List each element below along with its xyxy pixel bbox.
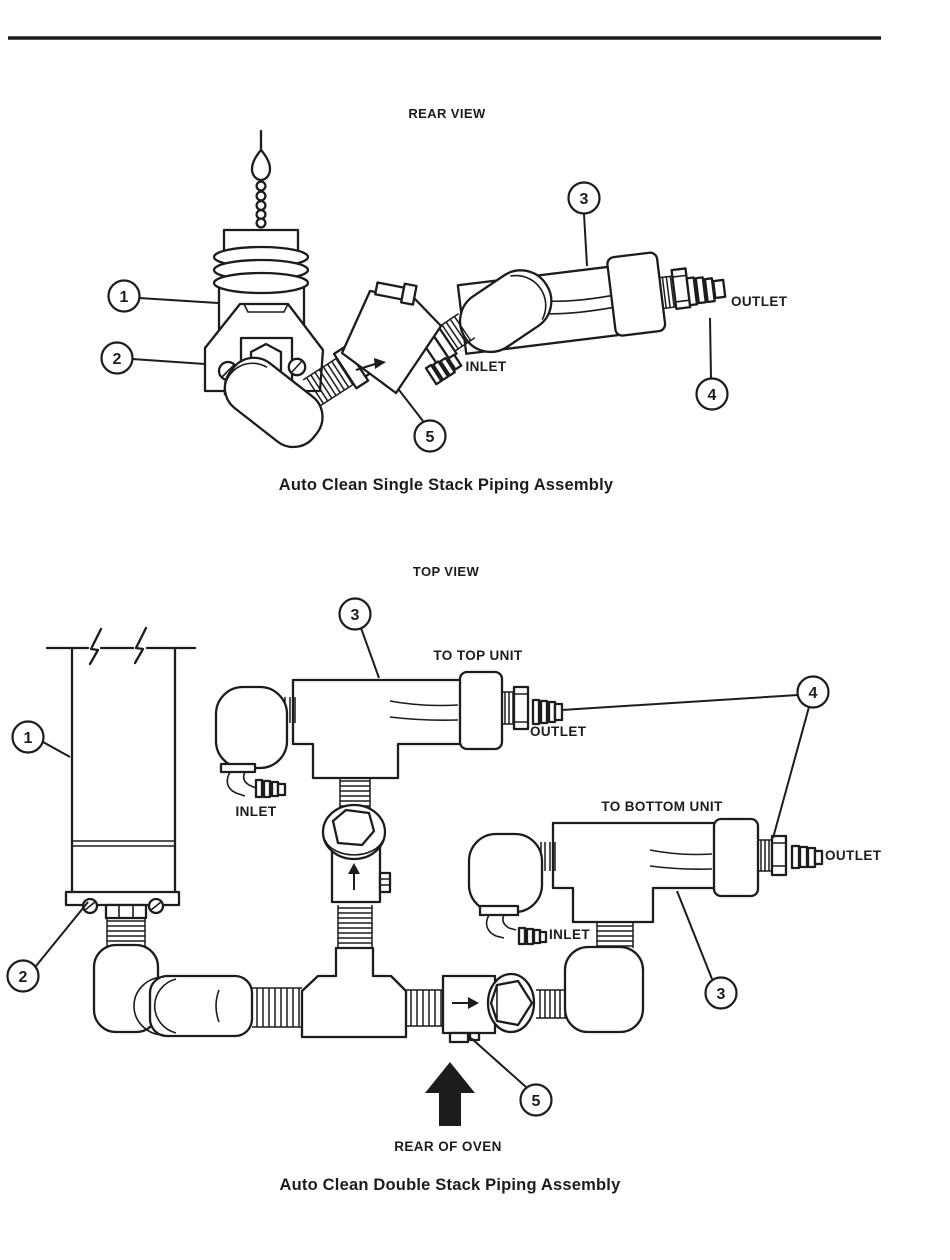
callout-5 xyxy=(399,390,446,452)
valve-end-cap xyxy=(460,672,502,749)
callout-1 xyxy=(13,722,71,758)
svg-text:3: 3 xyxy=(350,607,360,624)
break-mark xyxy=(90,629,101,664)
outlet-barb-fitting xyxy=(687,274,726,305)
svg-text:4: 4 xyxy=(808,685,818,702)
svg-text:2: 2 xyxy=(112,351,122,368)
callout-3-bottom xyxy=(677,891,737,1009)
pull-chain xyxy=(252,131,270,227)
svg-text:1: 1 xyxy=(23,730,33,747)
svg-text:3: 3 xyxy=(579,191,589,208)
vertical-check-valve xyxy=(323,778,390,948)
top-outlet-label: OUTLET xyxy=(530,724,587,739)
outlet-barb-fitting xyxy=(533,700,562,724)
manifold-check-valve xyxy=(443,974,534,1042)
break-mark xyxy=(135,628,146,663)
rear-of-oven-arrow xyxy=(425,1062,475,1126)
inlet-elbow xyxy=(469,834,542,912)
valve-end-cap xyxy=(607,252,666,337)
bottom-inlet-label: INLET xyxy=(549,927,590,942)
callout-2 xyxy=(8,902,89,992)
svg-text:4: 4 xyxy=(707,387,717,404)
bottom-unit-valve xyxy=(469,819,822,944)
callout-4 xyxy=(697,318,728,410)
valve-end-cap xyxy=(714,819,758,896)
rear-of-oven-label: REAR OF OVEN xyxy=(394,1139,502,1154)
svg-text:5: 5 xyxy=(531,1093,541,1110)
inlet-barb-fitting xyxy=(519,928,546,944)
bottom-outlet-label: OUTLET xyxy=(825,848,882,863)
callout-1 xyxy=(109,281,219,312)
to-top-unit-label: TO TOP UNIT xyxy=(433,648,523,663)
callout-5 xyxy=(471,1038,552,1116)
manifold-right-elbow xyxy=(565,947,643,1032)
inlet-barb-fitting xyxy=(256,780,285,797)
elbow-flange xyxy=(480,906,518,915)
callout-3 xyxy=(569,183,600,267)
double-stack-diagram xyxy=(8,564,882,1194)
outlet-barb-fitting xyxy=(792,846,822,868)
to-bottom-unit-label: TO BOTTOM UNIT xyxy=(601,799,723,814)
stack-pipe xyxy=(47,628,195,947)
manifold-tee xyxy=(302,948,406,1037)
check-valve-hex xyxy=(333,810,374,845)
top-view-title: TOP VIEW xyxy=(412,564,480,579)
valve-side-tab xyxy=(380,873,390,892)
outlet-hex-nut xyxy=(772,836,786,875)
callout-2 xyxy=(102,343,206,374)
callout-3-top xyxy=(340,599,380,679)
svg-text:3: 3 xyxy=(716,986,726,1003)
inlet-elbow xyxy=(216,687,287,768)
top-inlet-label: INLET xyxy=(235,804,277,819)
svg-text:2: 2 xyxy=(18,969,28,986)
single-stack-caption: Auto Clean Single Stack Piping Assembly xyxy=(278,476,614,494)
elbow-flange xyxy=(221,764,255,772)
double-stack-caption: Auto Clean Double Stack Piping Assembly xyxy=(279,1176,621,1194)
stack-nut xyxy=(106,905,146,918)
rear-view-title: REAR VIEW xyxy=(408,106,486,121)
svg-text:1: 1 xyxy=(119,289,129,306)
top-unit-valve xyxy=(216,672,562,797)
outlet-label: OUTLET xyxy=(731,294,788,309)
manifold-left-elbow xyxy=(94,945,158,1032)
inlet-label: INLET xyxy=(465,359,507,374)
svg-text:5: 5 xyxy=(425,429,435,446)
single-stack-diagram xyxy=(102,106,788,494)
